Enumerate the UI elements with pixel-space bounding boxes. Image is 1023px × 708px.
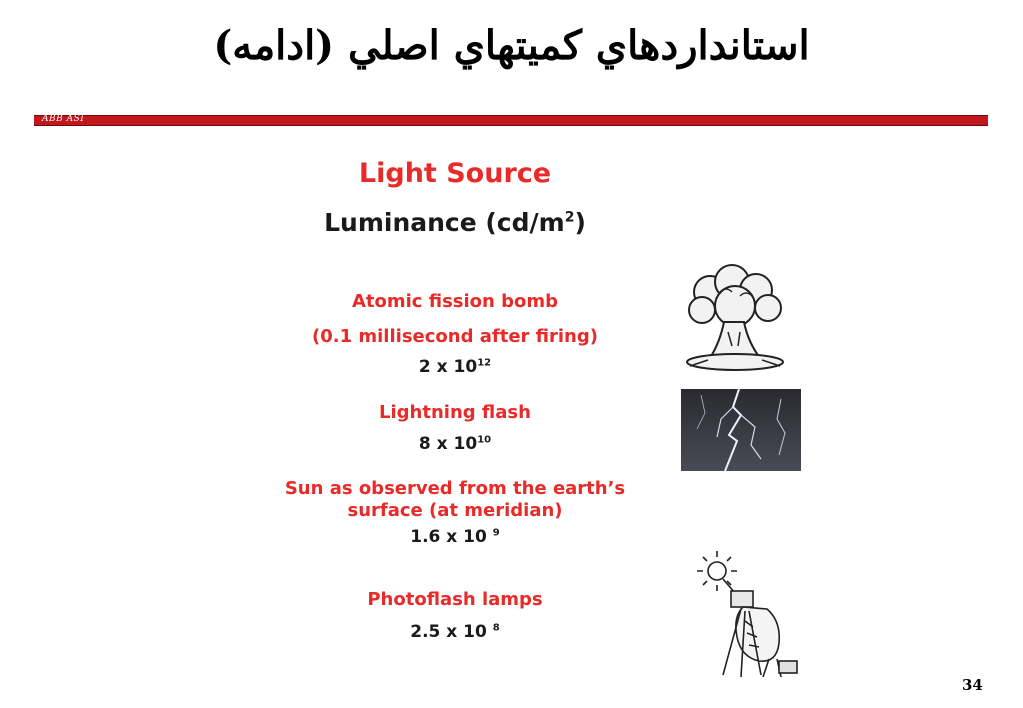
item-label-lightning: Lightning flash <box>379 402 531 423</box>
item-label-atomic-detail: (0.1 millisecond after firing) <box>312 326 598 347</box>
content-heading: Light Source <box>358 158 552 189</box>
content-subheading: Luminance $(cd/m^2)$ <box>324 208 586 237</box>
item-value-sun: 1.6 x 10 $^9$ <box>410 527 500 547</box>
item-value-lightning: 8 x $10^{10}$ <box>418 434 492 454</box>
title-divider-bar <box>34 115 988 126</box>
banner-logo-text: ABB ASI <box>42 114 85 124</box>
item-value-atomic: 2 x $10^{12}$ <box>418 357 492 377</box>
photographer-camera-icon <box>683 551 803 681</box>
slide-title: استانداردهاي كميتهاي اصلي (ادامه) <box>213 22 810 69</box>
item-label-atomic: Atomic fission bomb <box>351 291 559 312</box>
item-label-photoflash: Photoflash lamps <box>367 589 543 610</box>
lightning-photo <box>681 389 801 471</box>
item-value-photoflash: 2.5 x 10 $^8$ <box>410 622 500 642</box>
page-number: 34 <box>962 676 983 694</box>
item-label-sun: Sun as observed from the earth’s <box>284 478 626 499</box>
item-label-sun-detail: surface (at meridian) <box>347 500 563 521</box>
mushroom-cloud-icon <box>680 262 790 374</box>
